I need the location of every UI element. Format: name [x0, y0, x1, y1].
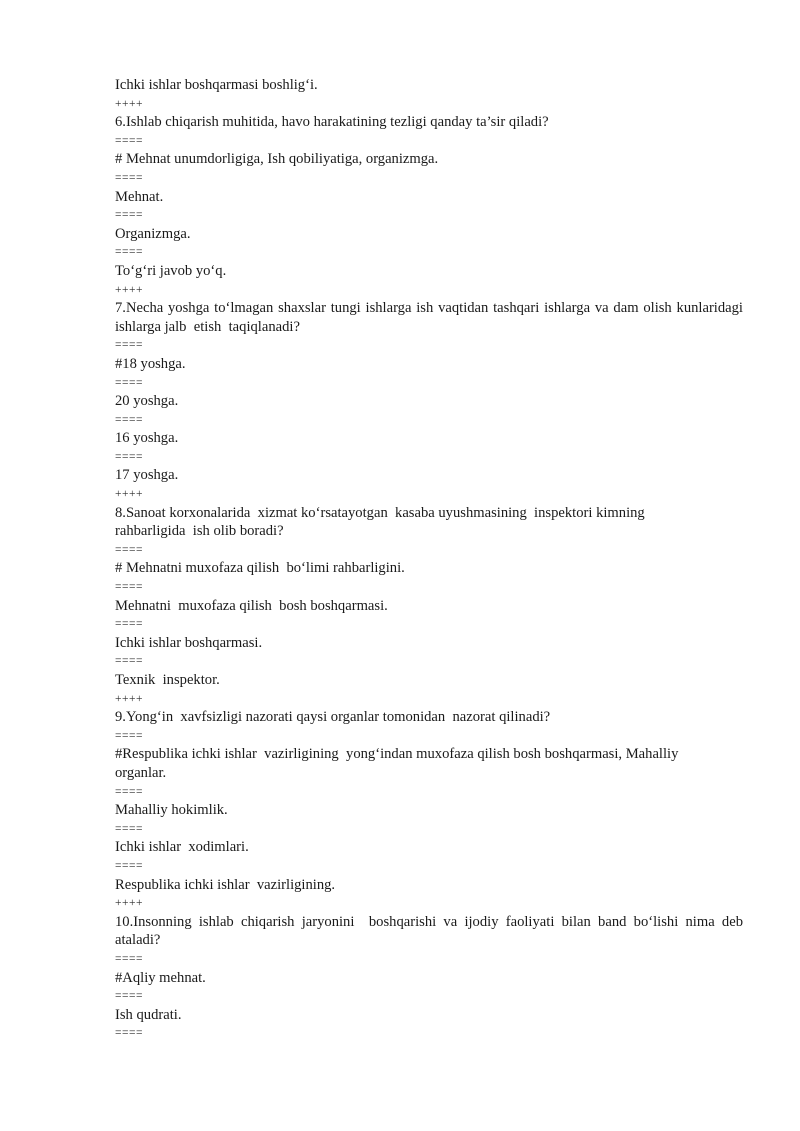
text-line: #18 yoshga. [115, 355, 186, 372]
text-line: Texnik inspektor. [115, 672, 220, 688]
text-line: Ichki ishlar boshqarmasi. [115, 634, 263, 651]
text-line: Organizmga. [115, 225, 191, 242]
text-line: Ichki ishlar xodimlari. [115, 839, 249, 856]
separator-line: ==== [115, 618, 143, 631]
separator-line: ==== [115, 376, 143, 389]
separator-line: ==== [115, 209, 143, 222]
separator-line: ++++ [115, 97, 143, 110]
text-line: Mehnatni muxofaza qilish bosh boshqarmasi. [115, 597, 388, 614]
separator-line: ==== [115, 413, 143, 426]
text-line: 6.Ishlab chiqarish muhitida, havo harakatining tezligi qanday ta’sir qiladi? [115, 114, 549, 131]
text-line: # Mehnat unumdorligiga, Ish qobiliyatiga, organizmga. [115, 151, 439, 168]
text-line: Ish qudrati. [115, 1006, 182, 1023]
text-line: 7.Necha yoshga to‘lmagan shaxslar tungi ishlarga ish vaqtidan tashqari ishlarga va dam olish kunlaridagi ishlarga jalb etish taqiqlanadi? [115, 300, 751, 335]
text-line: #Aqliy mehnat. [115, 969, 206, 986]
text-line: Mehnat. [115, 188, 164, 205]
text-line: Mahalliy hokimlik. [115, 802, 228, 819]
separator-line: ++++ [115, 488, 143, 501]
text-line: Respublika ichki ishlar vazirligining. [115, 876, 336, 893]
text-line: 8.Sanoat korxonalarida xizmat ko‘rsatayotgan kasaba uyushmasining inspektori kimning rahbarligida ish olib boradi? [115, 504, 645, 540]
separator-line: ==== [115, 1027, 143, 1040]
text-line: To‘g‘ri javob yo‘q. [115, 262, 227, 279]
separator-line: ++++ [115, 692, 143, 705]
text-line: 17 yoshga. [115, 467, 179, 484]
separator-line: ==== [115, 543, 143, 556]
separator-line: ==== [115, 171, 143, 184]
document-body [115, 76, 751, 1043]
separator-line: ++++ [115, 897, 143, 910]
separator-line: ==== [115, 822, 143, 835]
text-line: 16 yoshga. [115, 430, 179, 447]
text-line: 10.Insonning ishlab chiqarish jaryonini boshqarishi va ijodiy faoliyati bilan band bo‘lishi nima deb ataladi? [115, 913, 747, 949]
separator-line: ==== [115, 785, 143, 798]
separator-line: ==== [115, 952, 143, 965]
text-line: # Mehnatni muxofaza qilish bo‘limi rahbarligini. [115, 560, 405, 577]
separator-line: ==== [115, 581, 143, 594]
separator-line: ==== [115, 134, 143, 147]
separator-line: ==== [115, 729, 143, 742]
separator-line: ==== [115, 450, 143, 463]
separator-line: ==== [115, 246, 143, 259]
text-line: 20 yoshga. [115, 393, 179, 410]
separator-line: ==== [115, 990, 143, 1003]
separator-line: ==== [115, 655, 143, 668]
separator-line: ==== [115, 339, 143, 352]
separator-line: ==== [115, 859, 143, 872]
text-line: 9.Yong‘in xavfsizligi nazorati qaysi organlar tomonidan nazorat qilinadi? [115, 709, 551, 726]
separator-line: ++++ [115, 283, 143, 296]
text-line: Ichki ishlar boshqarmasi boshlig‘i. [115, 77, 318, 93]
text-line: #Respublika ichki ishlar vazirligining yong‘indan muxofaza qilish bosh boshqarmasi, Mahalliy organlar. [115, 746, 679, 781]
